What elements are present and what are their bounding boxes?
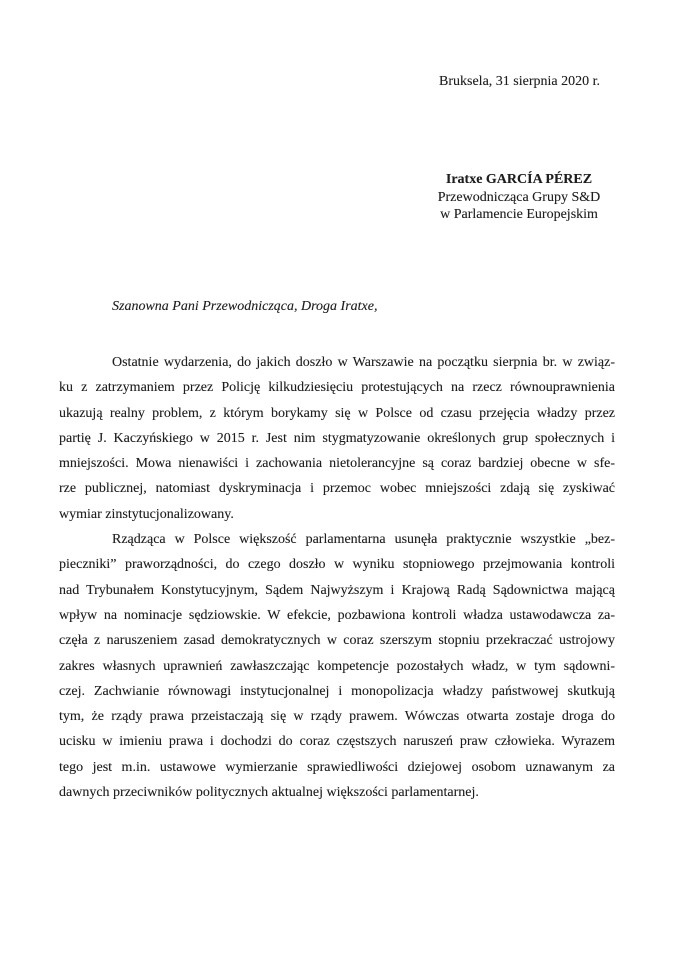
body-paragraph-2-line: ucisku w imieniu prawa i dochodzi do coraz częstszych naruszeń praw człowieka. Wyrazem [59, 734, 615, 750]
body-paragraph-1-line: wymiar zinstytucjonalizowany. [59, 506, 234, 522]
recipient-name: Iratxe GARCÍA PÉREZ [445, 172, 593, 187]
recipient-block [389, 171, 649, 224]
body-paragraph-2-line: dawnych przeciwników politycznych aktualnej większości parlamentarnej. [59, 785, 479, 801]
dateline: Bruksela, 31 sierpnia 2020 r. [439, 74, 600, 89]
body-paragraph-2-line: zakres własnych uprawnień zawłaszczając kompetencje pozostałych władz, w tym sądowni- [59, 658, 615, 674]
body-paragraph-1-line: partię J. Kaczyńskiego w 2015 r. Jest nim stygmatyzowanie określonych grup społecznych i [59, 430, 615, 446]
letter-body [59, 350, 615, 805]
body-paragraph-2-line: częła z naruszeniem zasad demokratycznych w coraz szerszym stopniu przekraczać ustrojowy [59, 633, 615, 649]
body-paragraph-2-line: czej. Zachwianie równowagi instytucjonalnej i monopolizacja władzy państwowej skutkują [59, 683, 615, 699]
body-paragraph-1-line: ukazują realny problem, z którym borykamy się w Polsce od czasu przejęcia władzy przez [59, 405, 615, 421]
body-paragraph-2-line: tego jest m.in. ustawowe wymierzanie sprawiedliwości dziejowej osobom uznawanym za [59, 759, 615, 775]
body-paragraph-1-line: Ostatnie wydarzenia, do jakich doszło w Warszawie na początku sierpnia br. w związ- [112, 355, 615, 370]
body-paragraph-2-line: nad Trybunałem Konstytucyjnym, Sądem Najwyższym i Krajową Radą Sądownictwa mającą [59, 582, 615, 598]
body-paragraph-1-line: mniejszości. Mowa nienawiści i zachowania nietolerancyjne są coraz bardziej obecne w sfe- [59, 456, 615, 472]
recipient-role: Przewodnicząca Grupy S&D [437, 189, 601, 205]
salutation: Szanowna Pani Przewodnicząca, Droga Iratxe, [112, 299, 378, 314]
body-paragraph-1-line: rze publicznej, natomiast dyskryminacja i przemoc wobec mniejszości zdają się zyskiwać [59, 481, 615, 497]
body-paragraph-2-line: pieczniki” praworządności, do czego doszło w wyniku stopniowego przejmowania kontroli [59, 557, 615, 573]
body-paragraph-2-line: tym, że rządy prawa przeistaczają się w rządy prawem. Wówczas otwarta zostaje droga do [59, 709, 615, 725]
body-paragraph-1-line: ku z zatrzymaniem przez Policję kilkudziesięciu protestujących na rzecz równouprawnienia [59, 380, 615, 396]
body-paragraph-2-line: Rządząca w Polsce większość parlamentarna usunęła praktycznie wszystkie „bez- [112, 532, 615, 548]
recipient-organization: w Parlamencie Europejskim [440, 207, 598, 223]
body-paragraph-2-line: wpływ na nominacje sędziowskie. W efekcie, pozbawiona kontroli władza ustawodawcza za- [59, 607, 615, 623]
